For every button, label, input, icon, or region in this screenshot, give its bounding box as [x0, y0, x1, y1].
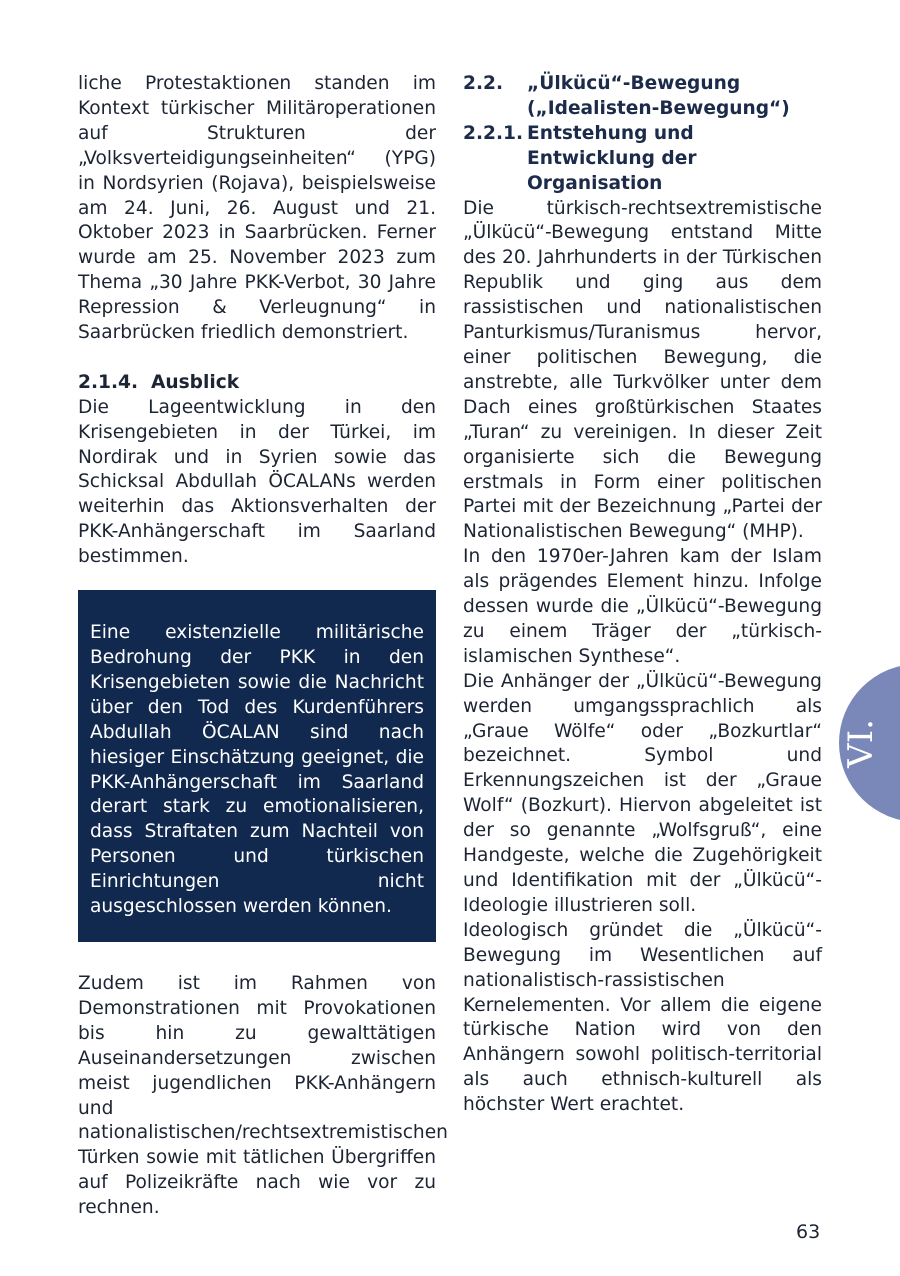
section-number: 2.2. — [463, 73, 504, 94]
outlook-heading-title: Ausblick — [150, 371, 240, 393]
intro-paragraph: liche Protestaktionen standen im Kontext türkischer Militäroperationen auf Strukturen der „Volksverteidigungseinheiten“ (YPG) in Nordsyrien (Rojava), beispielsweise am 24. Juni, 26. August und 21. Oktober 2023 in Saarbrücken. Ferner wurde am 25. November 2023 zum Thema „30 Jahre PKK-Verbot, 30 Jahre Repression & Verleugnung“ in Saarbrücken friedlich demonstriert. — [78, 73, 436, 344]
right-column — [463, 72, 822, 1118]
paragraph-symbols: Die Anhänger der „Ülkücü“-Bewegung werden umgangssprachlich als „Graue Wölfe“ oder „Bozkurtlar“ bezeichnet. Symbol und Erkennungszeichen ist der „Graue Wolf“ (Bozkurt). Hiervon abgeleitet ist der so genannte „Wolfsgruß“, eine Handgeste, welche die Zugehörigkeit und Identifikation mit der „Ülkücü“-Ideologie illustrieren soll. — [463, 670, 822, 916]
subsection-title: Entstehung und Entwicklung der Organisation — [527, 122, 697, 194]
left-column — [78, 72, 448, 1221]
callout-box — [78, 590, 436, 942]
paragraph-ideology: Ideologisch gründet die „Ülkücü“-Bewegung im Wesentlichen auf nationalistisch-rassistischen Kernelementen. Vor allem die eigene türkische Nation wird von den Anhängern sowohl politisch-territorial als auch ethnisch-kulturell als höchster Wert erachtet. — [463, 919, 822, 1116]
chapter-tab-label — [839, 664, 884, 822]
outlook-paragraph: Die Lageentwicklung in den Krisengebieten in der Türkei, im Nordirak und in Syrien sowie das Schicksal Abdullah ÖCALANs werden weiterhin das Aktionsverhalten der PKK-Anhängerschaft im Saarland bestimmen. — [78, 396, 436, 568]
subsection-number: 2.2.1. — [463, 122, 524, 144]
outlook-heading-number: 2.1.4. — [78, 371, 139, 393]
section-heading — [463, 72, 822, 122]
page-number: 63 — [796, 1221, 821, 1243]
chapter-tab-text: VI. — [841, 718, 882, 768]
section-title: „Ülkücü“-Bewegung („Idealisten-Bewegung“) — [527, 73, 790, 119]
outlook-heading — [78, 371, 436, 396]
callout-text: Eine existenzielle militärische Bedrohung der PKK in den Krisengebieten sowie die Nachricht über den Tod des Kurdenführers Abdullah ÖCALAN sind nach hiesiger Einschätzung geeignet, die PKK-Anhängerschaft im Saarland derart stark zu emotionalisieren, dass Straftaten zum Nachteil von Personen und türkischen Einrichtungen nicht ausgeschlossen werden können. — [90, 622, 424, 918]
subsection-heading — [463, 122, 822, 197]
paragraph-origin: Die türkisch-rechtsextremistische „Ülkücü“-Bewegung entstand Mitte des 20. Jahrhunderts in der Türkischen Republik und ging aus dem rassistischen und nationalistischen Panturkismus/Turanismus hervor, einer politischen Bewegung, die anstrebte, alle Turkvölker unter dem Dach eines großtürkischen Staates „Turan“ zu vereinigen. In dieser Zeit organisierte sich die Bewegung erstmals in Form einer politischen Partei mit der Bezeichnung „Partei der Nationalistischen Bewegung“ (MHP). — [463, 197, 822, 543]
closing-paragraph: Zudem ist im Rahmen von Demonstrationen mit Provokationen bis hin zu gewalttätigen Auseinandersetzungen zwischen meist jugendlichen PKK-Anhängern und nationalistischen/rechtsextremistischen Türken sowie mit tätlichen Übergriffen auf Polizeikräfte nach wie vor zu rechnen. — [78, 972, 448, 1219]
paragraph-islam: In den 1970er-Jahren kam der Islam als prägendes Element hinzu. Infolge dessen wurde die „Ülkücü“-Bewegung zu einem Träger der „türkisch-islamischen Synthese“. — [463, 546, 822, 667]
